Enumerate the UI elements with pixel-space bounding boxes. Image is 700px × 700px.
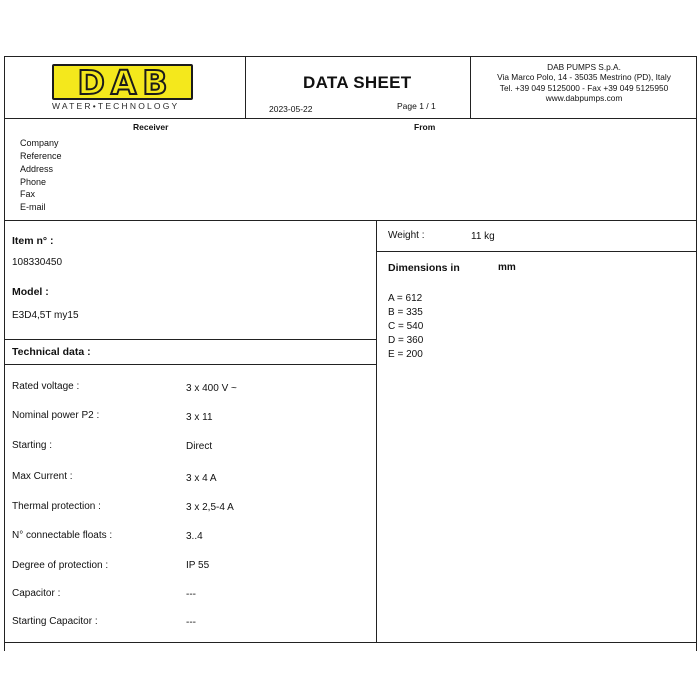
left-border <box>4 56 5 643</box>
body-column-divider <box>376 220 377 643</box>
company-name: DAB PUMPS S.p.A. <box>547 62 621 72</box>
receiver-field-email: E-mail <box>20 202 46 212</box>
tech-label-connectable-floats: N° connectable floats : <box>12 530 113 541</box>
dimension-d: D = 360 <box>388 335 424 346</box>
company-phones: Tel. +39 049 5125000 - Fax +39 049 5125950 <box>499 82 669 93</box>
page-number: Page 1 / 1 <box>397 101 436 111</box>
item-number-value: 108330450 <box>12 257 63 268</box>
tech-label-starting: Starting : <box>12 440 53 451</box>
logo-wordmark: DAB <box>77 62 174 102</box>
receiver-heading: Receiver <box>133 122 169 132</box>
footer-right-stub <box>696 643 697 651</box>
tech-label-capacitor: Capacitor : <box>12 588 61 599</box>
receiver-field-company: Company <box>20 138 59 148</box>
tech-label-degree-of-protection: Degree of protection : <box>12 560 109 571</box>
receiver-field-phone: Phone <box>20 177 47 187</box>
receiver-field-address: Address <box>20 164 54 174</box>
header-bottom-border <box>4 118 697 119</box>
receiver-field-reference: Reference <box>20 151 62 161</box>
dimension-b: B = 335 <box>388 307 423 318</box>
from-heading: From <box>414 122 436 132</box>
dimensions-unit: mm <box>498 262 516 273</box>
dimension-a: A = 612 <box>388 293 423 304</box>
tech-label-thermal-protection: Thermal protection : <box>12 501 101 512</box>
tech-value-capacitor: --- <box>186 589 196 600</box>
right-border <box>696 56 697 643</box>
logo-tagline: WATER•TECHNOLOGY <box>52 101 180 111</box>
document-date: 2023-05-22 <box>269 104 313 114</box>
tech-value-connectable-floats: 3..4 <box>186 531 203 542</box>
header-top-border <box>4 56 697 57</box>
dimension-c: C = 540 <box>388 321 424 332</box>
tech-value-starting: Direct <box>186 441 213 452</box>
tech-label-rated-voltage: Rated voltage : <box>12 381 80 392</box>
weight-label: Weight : <box>388 230 425 241</box>
technical-data-heading: Technical data : <box>12 346 91 358</box>
company-website: www.dabpumps.com <box>545 93 623 104</box>
model-label: Model : <box>12 286 49 298</box>
company-address: Via Marco Polo, 14 - 35035 Mestrino (PD), Italy <box>497 72 671 83</box>
body-bottom-border <box>4 642 697 643</box>
right-weight-divider <box>376 251 697 252</box>
tech-label-max-current: Max Current : <box>12 471 73 482</box>
footer-left-stub <box>4 643 5 651</box>
tech-label-starting-capacitor: Starting Capacitor : <box>12 616 98 627</box>
model-value: E3D4,5T my15 <box>12 310 79 321</box>
tech-value-max-current: 3 x 4 A <box>186 473 217 484</box>
dimensions-label: Dimensions in <box>388 262 460 274</box>
technical-heading-top-border <box>4 339 376 340</box>
tech-label-nominal-power: Nominal power P2 : <box>12 410 100 421</box>
technical-heading-bottom-border <box>4 364 376 365</box>
weight-value: 11 kg <box>471 231 495 242</box>
header-divider-2 <box>470 56 471 119</box>
receiver-bottom-border <box>4 220 697 221</box>
tech-value-thermal-protection: 3 x 2,5-4 A <box>186 502 234 513</box>
tech-value-rated-voltage: 3 x 400 V ~ <box>186 383 237 394</box>
tech-value-nominal-power: 3 x 11 <box>186 412 213 423</box>
tech-value-starting-capacitor: --- <box>186 617 196 628</box>
header-divider-1 <box>245 56 246 119</box>
page-title: DATA SHEET <box>303 73 412 92</box>
tech-value-degree-of-protection: IP 55 <box>186 560 210 571</box>
item-number-label: Item n° : <box>12 235 54 247</box>
dab-logo <box>52 64 193 100</box>
receiver-field-fax: Fax <box>20 189 36 199</box>
dimension-e: E = 200 <box>388 349 423 360</box>
company-info <box>472 62 696 104</box>
